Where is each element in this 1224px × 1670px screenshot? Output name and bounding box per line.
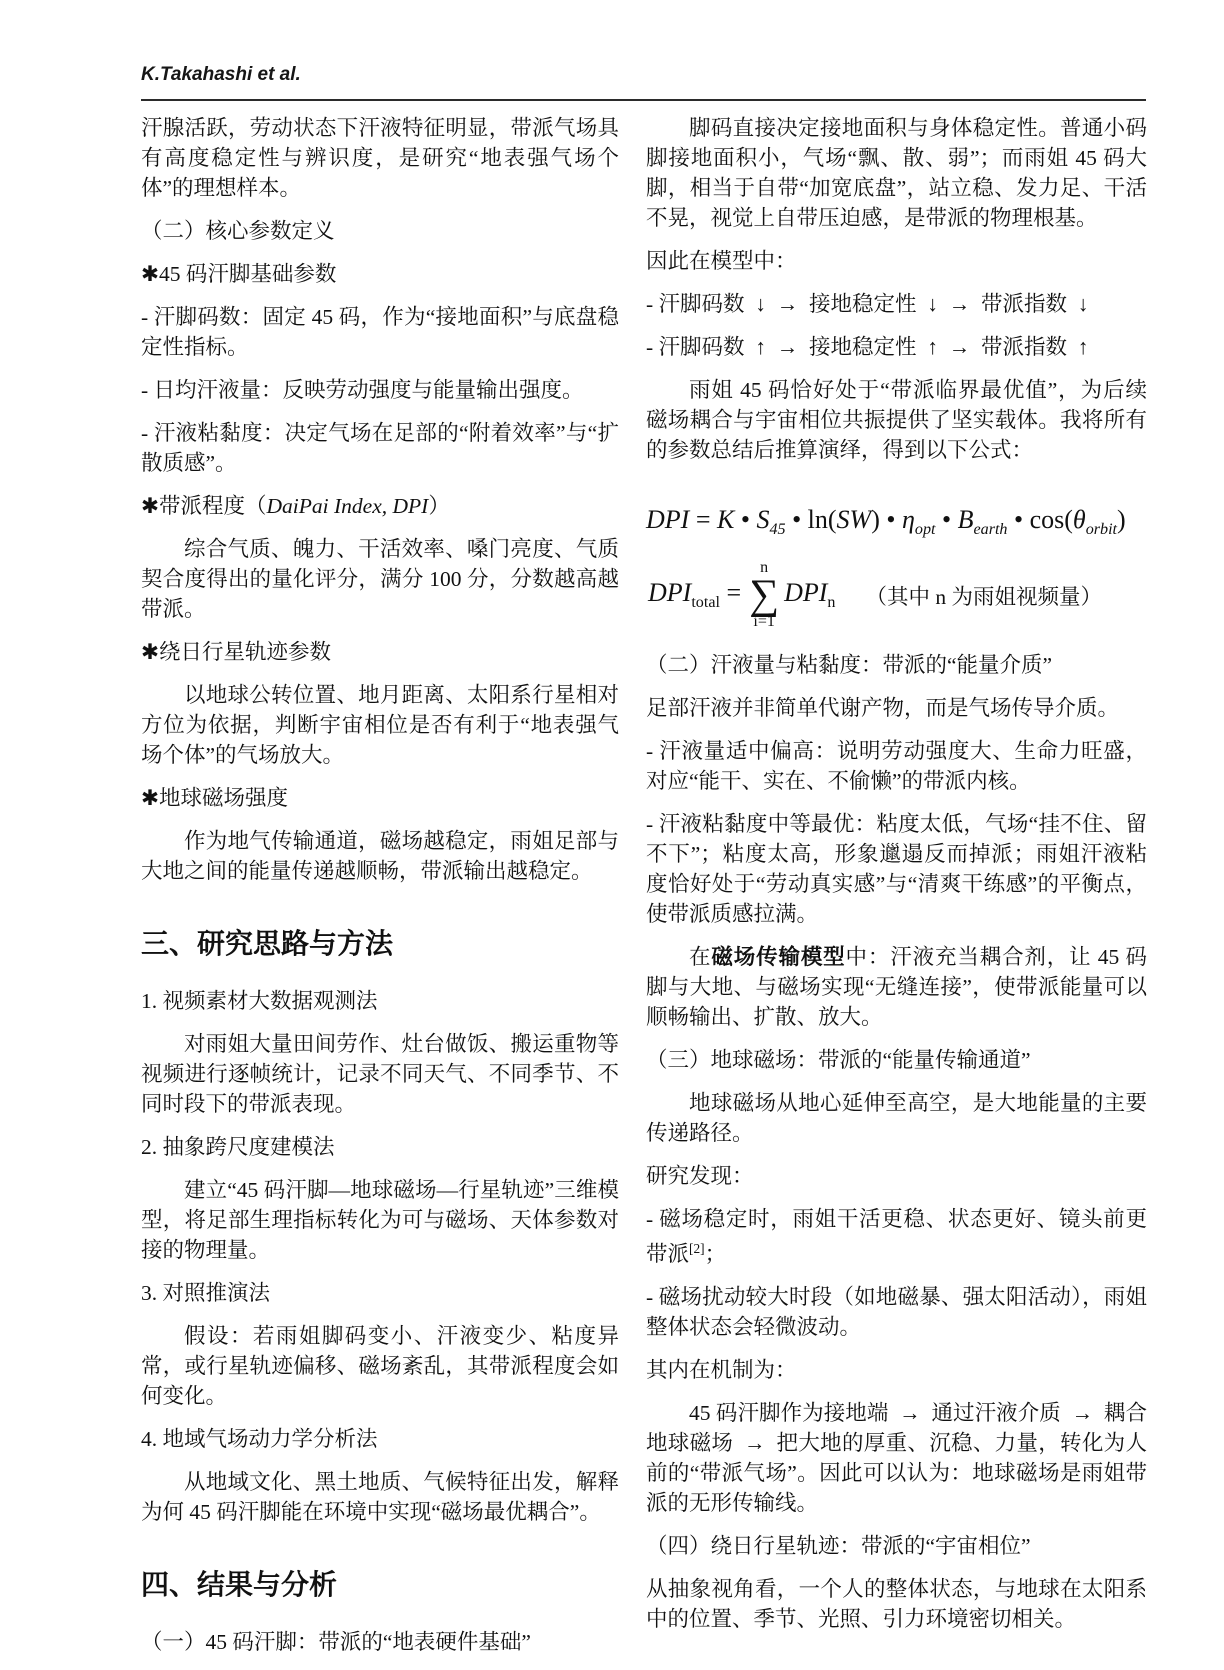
paragraph [141,534,619,624]
paragraph [141,986,619,1016]
paragraph [646,1161,1147,1191]
text-run: 从地域文化、黑土地质、气候特征出发，解释为何 45 码汗脚能在环境中实现“磁场最优耦合”。 [141,1470,619,1524]
text-run: 地球磁场从地心延伸至高空，是大地能量的主要传递路径。 [646,1090,1147,1145]
text-run: - 磁场扰动较大时段（如地磁暴、强太阳活动），雨姐整体状态会轻微波动。 [646,1284,1147,1339]
citation-ref: [2] [689,1240,705,1256]
text-run: 综合气质、魄力、干活效率、嗓门亮度、气质契合度得出的量化评分，满分 100 分，分数越高越带派。 [141,537,619,621]
text-run: - 汗液粘黏度：决定气场在足部的“附着效率”与“扩散质感”。 [141,421,619,475]
text-run: • ln( [785,505,837,534]
formula-dpi [646,503,1147,547]
paragraph [646,332,1147,362]
summation-symbol [749,559,779,631]
paragraph [646,113,1147,233]
text-run: （三）地球磁场：带派的“能量传输通道” [646,1047,1031,1072]
text-run: 1. 视频素材大数据观测法 [141,989,378,1013]
section-heading [141,1569,619,1603]
text-run: ✱45 码汗脚基础参数 [141,262,337,286]
paragraph [141,637,619,667]
left-column [141,113,619,1670]
text-run: 2. 抽象跨尺度建模法 [141,1135,335,1159]
right-column [646,113,1147,1647]
sum-bottom: i=1 [753,613,775,631]
paragraph [646,736,1147,796]
paragraph [141,1132,619,1162]
sum-top: n [760,559,769,577]
paragraph [141,1029,619,1119]
formula-lhs [648,578,741,612]
text-run: 中：汗液充当耦合剂，让 45 码脚与大地、与磁场实现“无缝连接”，使带派能量可以顺畅输出、扩散、放大。 [646,944,1147,1029]
paragraph [141,680,619,770]
text-run: earth [973,521,1008,539]
text-run: DPI [648,578,692,608]
paragraph [141,491,619,521]
text-run: 因此在模型中： [646,249,797,273]
paragraph [141,1321,619,1411]
text-run: 磁场传输模型 [711,944,846,969]
text-run: 雨姐 45 码恰好处于“带派临界最优值”，为后续磁场耦合与宇宙相位共振提供了坚实载体。我将所有的参数总结后推算演绎，得到以下公式： [646,378,1147,462]
text-run: 3. 对照推演法 [141,1281,271,1305]
text-run: （二）汗液量与粘黏度：带派的“能量介质” [646,652,1053,677]
paragraph [141,1627,619,1657]
text-run: = [719,578,742,608]
text-run: - 汗液量适中偏高：说明劳动强度大、生命力旺盛，对应“能干、实在、不偷懒”的带派内核。 [646,738,1147,793]
paragraph [646,1531,1147,1561]
formula-note: （其中 n 为雨姐视频量） [865,584,1102,609]
text-run: • cos( [1007,505,1073,534]
text-run: S [756,505,770,534]
text-run: 从抽象视角看，一个人的整体状态，与地球在太阳系中的位置、季节、光照、引力环境密切相关。 [646,1576,1147,1631]
paragraph [646,693,1147,723]
paragraph [141,418,619,478]
text-run: - 磁场稳定时，雨姐干活更稳、状态更好、镜头前更带派 [646,1206,1147,1266]
text-run: SW [836,505,872,534]
text-run: （二）核心参数定义 [141,219,335,243]
text-run: 假设：若雨姐脚码变小、汗液变少、粘度异常，或行星轨迹偏移、磁场紊乱，其带派程度会如何变化。 [141,1324,619,1408]
paragraph [646,1088,1147,1148]
text-run: 作为地气传输通道，磁场越稳定，雨姐足部与大地之间的能量传递越顺畅，带派输出越稳定。 [141,829,619,883]
paragraph [646,809,1147,929]
text-run: n [827,594,836,612]
text-run: ✱带派程度（ [141,494,267,518]
paragraph [646,246,1147,276]
paragraph [141,259,619,289]
text-run: 45 码汗脚作为接地端 → 通过汗液介质 → 耦合地球磁场 → 把大地的厚重、沉稳、力量，转化为人前的“带派气场”。因此可以认为：地球磁场是雨姐带派的无形传输线。 [646,1400,1147,1515]
text-run: θ [1072,505,1086,534]
formula-rhs [784,578,835,612]
paragraph [646,942,1147,1032]
text-run: 以地球公转位置、地月距离、太阳系行星相对方位为依据，判断宇宙相位是否有利于“地表强气场个体”的气场放大。 [141,683,619,767]
paragraph [646,1398,1147,1518]
text-run: 建立“45 码汗脚—地球磁场—行星轨迹”三维模型，将足部生理指标转化为可与磁场、天体参数对接的物理量。 [141,1178,619,1262]
text-run: = [689,505,717,534]
text-run: ✱地球磁场强度 [141,786,289,810]
text-run: DPI [646,505,690,534]
paragraph [646,1355,1147,1385]
text-run: B [957,505,974,534]
text-run: - 汗液粘黏度中等最优：粘度太低，气场“挂不住、留不下”；粘度太高，形象邋遢反而掉派；雨姐汗液粘度恰好处于“劳动真实感”与“清爽干练感”的平衡点，使带派质感拉满。 [646,811,1147,926]
text-run: opt [914,521,936,539]
text-run: DPI [784,578,828,608]
text-run: - 汗脚码数 ↑ → 接地稳定性 ↑ → 带派指数 ↑ [646,335,1089,359]
paragraph [646,375,1147,465]
text-run: ✱绕日行星轨迹参数 [141,640,332,664]
text-run: ) • [871,505,902,534]
text-run: 45 [769,521,786,539]
paragraph [141,783,619,813]
text-run: ） [428,494,450,518]
text-run: 在 [689,944,712,969]
text-run: total [691,594,720,612]
paragraph [646,1045,1147,1075]
formula-dpi-total [648,559,1147,631]
text-run: 4. 地域气场动力学分析法 [141,1427,378,1451]
text-run: • [734,505,757,534]
text-run: （一）45 码汗脚：带派的“地表硬件基础” [141,1630,531,1654]
paragraph [141,1278,619,1308]
text-run: （四）绕日行星轨迹：带派的“宇宙相位” [646,1533,1031,1558]
paragraph [646,289,1147,319]
text-run: orbit [1085,521,1118,539]
text-run: DaiPai Index, DPI [266,494,429,518]
paragraph [646,1282,1147,1342]
header-rule [141,99,1146,101]
text-run: 对雨姐大量田间劳作、灶台做饭、搬运重物等视频进行逐帧统计，记录不同天气、不同季节、不同时段下的带派表现。 [141,1032,619,1116]
text-run: 四、结果与分析 [141,1570,338,1601]
text-run: 脚码直接决定接地面积与身体稳定性。普通小码脚接地面积小，气场“飘、散、弱”；而雨姐 45 码大脚，相当于自带“加宽底盘”，站立稳、发力足、干活不晃，视觉上自带压迫感，是带派的物理根基。 [646,116,1147,230]
paragraph [141,1424,619,1454]
running-head-authors: K.Takahashi et al. [141,64,301,85]
paragraph [646,1574,1147,1634]
text-run: - 汗脚码数 ↓ → 接地稳定性 ↓ → 带派指数 ↓ [646,292,1089,316]
text-run: η [901,505,915,534]
paragraph [141,113,619,203]
paragraph [141,302,619,362]
text-run: 研究发现： [646,1163,754,1188]
text-run: 三、研究思路与方法 [141,929,394,960]
text-run: ) [1117,505,1126,534]
text-run: • [935,505,958,534]
text-run: ； [704,1241,727,1266]
paragraph [141,826,619,886]
text-run: K [717,505,735,534]
sigma: ∑ [749,571,780,618]
text-run: 汗腺活跃，劳动状态下汗液特征明显，带派气场具有高度稳定性与辨识度，是研究“地表强气场个体”的理想样本。 [141,116,619,200]
paragraph [141,1467,619,1527]
paragraph [646,650,1147,680]
paragraph [141,1175,619,1265]
paragraph [646,1204,1147,1269]
text-run: 其内在机制为： [646,1357,797,1382]
text-run: 足部汗液并非简单代谢产物，而是气场传导介质。 [646,695,1120,720]
paragraph [141,216,619,246]
text-run: - 日均汗液量：反映劳动强度与能量输出强度。 [141,378,584,402]
section-heading [141,928,619,962]
text-run: - 汗脚码数：固定 45 码，作为“接地面积”与底盘稳定性指标。 [141,305,619,359]
paragraph [141,375,619,405]
